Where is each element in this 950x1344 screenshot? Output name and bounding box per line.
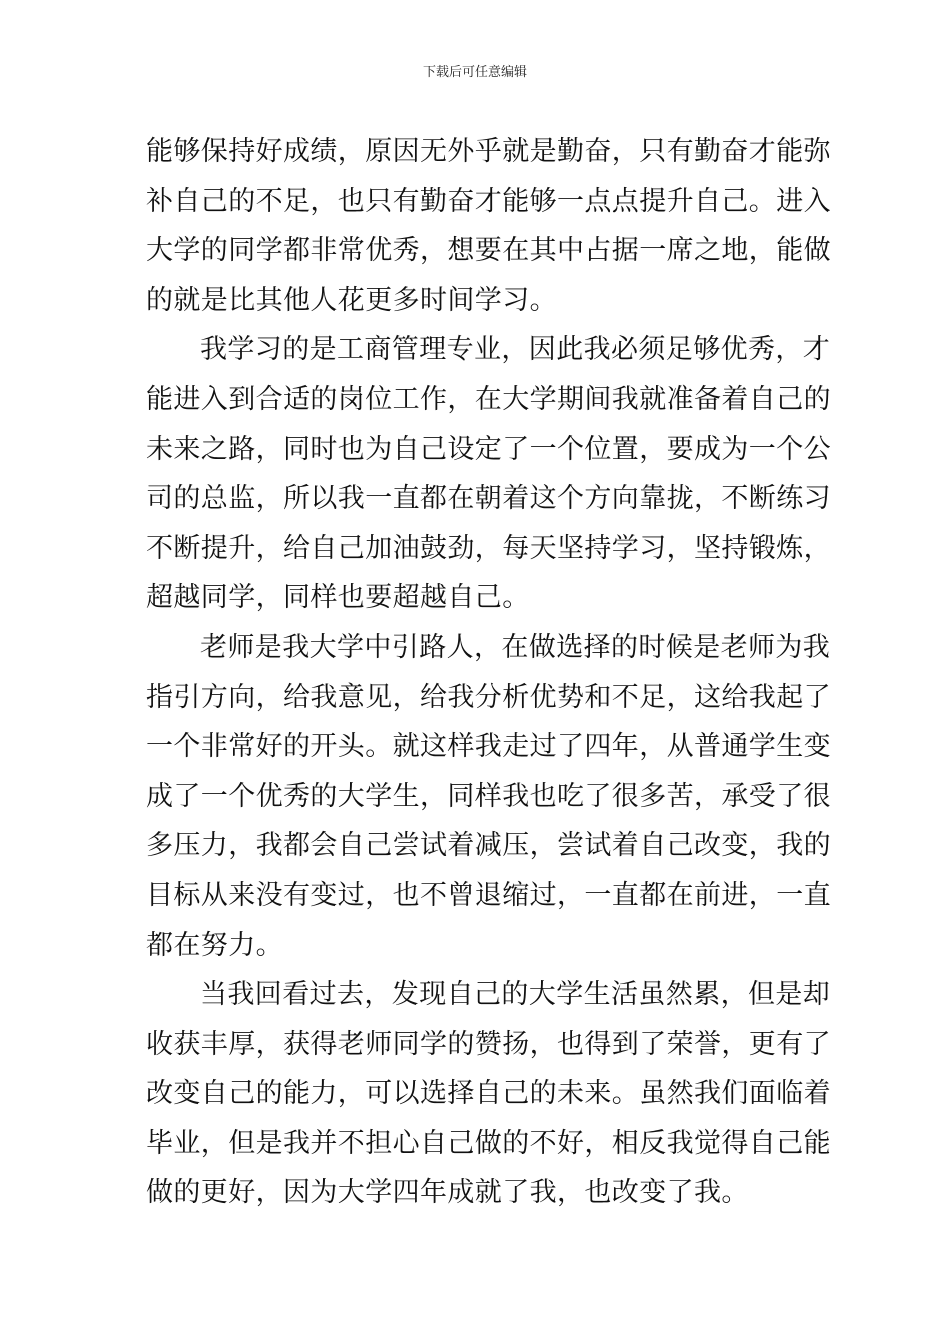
text-line: 未来之路，同时也为自己设定了一个位置，要成为一个公 <box>146 433 831 465</box>
text-line: 成了一个优秀的大学生，同样我也吃了很多苦，承受了很 <box>146 780 831 812</box>
text-line: 司的总监，所以我一直都在朝着这个方向靠拢，不断练习 <box>146 483 831 515</box>
text-line: 一个非常好的开头。就这样我走过了四年，从普通学生变 <box>146 731 831 763</box>
text-line: 做的更好，因为大学四年成就了我，也改变了我。 <box>146 1177 749 1209</box>
text-line: 指引方向，给我意见，给我分析优势和不足，这给我起了 <box>146 681 831 713</box>
paragraph-first-line: 老师是我大学中引路人，在做选择的时候是老师为我 <box>200 631 831 663</box>
body-text <box>146 127 831 1218</box>
text-line: 不断提升，给自己加油鼓劲，每天坚持学习，坚持锻炼， <box>146 532 831 564</box>
text-line: 毕业，但是我并不担心自己做的不好，相反我觉得自己能 <box>146 1127 831 1159</box>
text-line: 多压力，我都会自己尝试着减压，尝试着自己改变，我的 <box>146 830 831 862</box>
text-line: 的就是比其他人花更多时间学习。 <box>146 284 557 316</box>
text-line: 改变自己的能力，可以选择自己的未来。虽然我们面临着 <box>146 1078 831 1110</box>
text-line: 大学的同学都非常优秀，想要在其中占据一席之地，能做 <box>146 235 831 267</box>
text-line: 都在努力。 <box>146 929 283 961</box>
page-header: 下载后可任意编辑 <box>422 65 527 80</box>
paragraph-first-line: 当我回看过去，发现自己的大学生活虽然累，但是却 <box>200 979 831 1011</box>
text-line: 目标从来没有变过，也不曾退缩过，一直都在前进，一直 <box>146 879 831 911</box>
text-line: 能进入到合适的岗位工作，在大学期间我就准备着自己的 <box>146 383 831 415</box>
text-line: 能够保持好成绩，原因无外乎就是勤奋，只有勤奋才能弥 <box>146 136 831 167</box>
text-line: 收获丰厚，获得老师同学的赞扬，也得到了荣誉，更有了 <box>146 1028 831 1060</box>
text-line: 补自己的不足，也只有勤奋才能够一点点提升自己。进入 <box>146 185 831 217</box>
text-line: 超越同学，同样也要超越自己。 <box>146 582 530 614</box>
paragraph-first-line: 我学习的是工商管理专业，因此我必须足够优秀，才 <box>200 334 831 366</box>
